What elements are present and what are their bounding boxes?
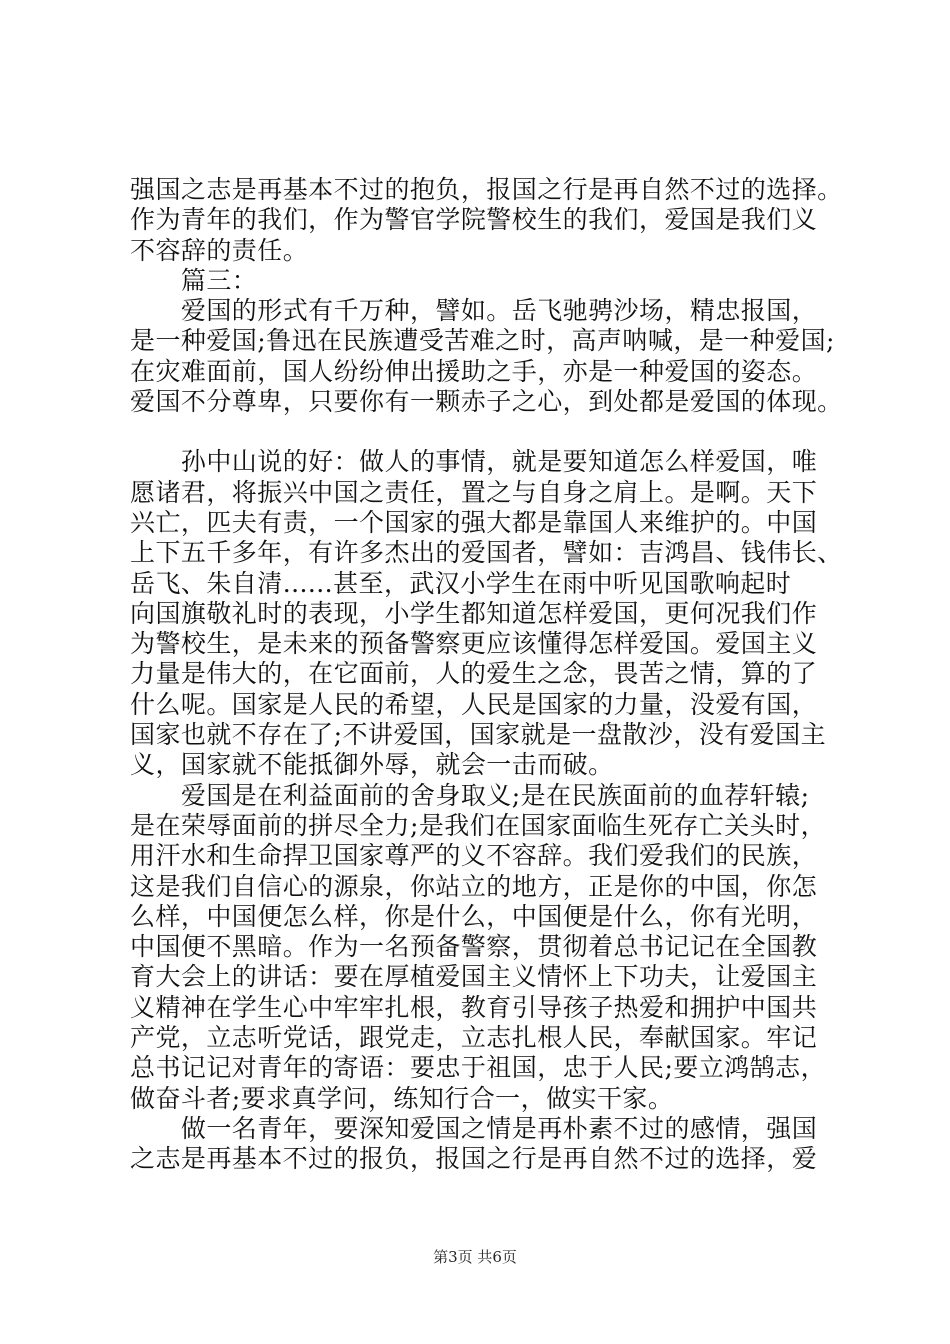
document-body — [130, 175, 843, 1175]
text-line: 这是我们自信心的源泉，你站立的地方，正是你的中国，你怎 — [130, 871, 818, 901]
text-line: 兴亡，匹夫有责，一个国家的强大都是靠国人来维护的。中国 — [130, 507, 818, 537]
text-line: 什么呢。国家是人民的希望，人民是国家的力量，没爱有国， — [130, 689, 818, 719]
text-line: 爱国是在利益面前的舍身取义;是在民族面前的血荐轩辕; — [130, 780, 810, 810]
text-line: 是一种爱国;鲁迅在民族遭受苦难之时，高声呐喊，是一种爱国; — [130, 326, 835, 356]
text-line: 育大会上的讲话：要在厚植爱国主义情怀上下功夫，让爱国主 — [130, 962, 818, 992]
text-line: 总书记记对青年的寄语：要忠于祖国，忠于人民;要立鸿鹄志， — [130, 1053, 827, 1083]
text-line: 作为青年的我们，作为警官学院警校生的我们，爱国是我们义 — [130, 205, 818, 235]
text-line: 上下五千多年，有许多杰出的爱国者，譬如：吉鸿昌、钱伟长、 — [130, 538, 843, 568]
text-line: 中国便不黑暗。作为一名预备警察，贯彻着总书记记在全国教 — [130, 932, 818, 962]
text-line: 义，国家就不能抵御外辱，就会一击而破。 — [130, 750, 614, 780]
text-line: 爱国不分尊卑，只要你有一颗赤子之心，到处都是爱国的体现。 — [130, 387, 843, 417]
page-number-footer: 第3页 共6页 — [433, 1248, 517, 1266]
text-line: 是在荣辱面前的拼尽全力;是我们在国家面临生死存亡关头时， — [130, 810, 827, 840]
text-line: 孙中山说的好：做人的事情，就是要知道怎么样爱国，唯 — [130, 447, 818, 477]
paragraph-gap — [130, 417, 830, 447]
text-line: 力量是伟大的，在它面前，人的爱生之念，畏苦之情，算的了 — [130, 659, 818, 689]
text-line: 为警校生，是未来的预备警察更应该懂得怎样爱国。爱国主义 — [130, 629, 818, 659]
text-line: 国家也就不存在了;不讲爱国，国家就是一盘散沙，没有爱国主 — [130, 720, 827, 750]
text-line: 在灾难面前，国人纷纷伸出援助之手，亦是一种爱国的姿态。 — [130, 356, 818, 386]
text-line: 产党，立志听党话，跟党走，立志扎根人民，奉献国家。牢记 — [130, 1023, 818, 1053]
text-line: 用汗水和生命捍卫国家尊严的义不容辞。我们爱我们的民族， — [130, 841, 818, 871]
text-line: 岳飞、朱自清......甚至，武汉小学生在雨中听见国歌响起时 — [130, 568, 792, 598]
text-line: 么样，中国便怎么样，你是什么，中国便是什么，你有光明， — [130, 901, 818, 931]
text-line: 向国旗敬礼时的表现，小学生都知道怎样爱国，更何况我们作 — [130, 598, 818, 628]
text-line: 强国之志是再基本不过的抱负，报国之行是再自然不过的选择。 — [130, 175, 843, 204]
text-line: 愿诸君，将振兴中国之责任，置之与自身之肩上。是啊。天下 — [130, 477, 818, 507]
text-line: 义精神在学生心中牢牢扎根，教育引导孩子热爱和拥护中国共 — [130, 992, 818, 1022]
text-line: 不容辞的责任。 — [130, 235, 309, 265]
text-line: 做一名青年，要深知爱国之情是再朴素不过的感情，强国 — [130, 1113, 818, 1143]
text-line: 做奋斗者;要求真学问，练知行合一，做实干家。 — [130, 1083, 674, 1113]
text-line: 爱国的形式有千万种，譬如。岳飞驰骋沙场，精忠报国， — [130, 296, 818, 326]
text-line: 之志是再基本不过的报负，报国之行是再自然不过的选择，爱 — [130, 1144, 818, 1174]
section-heading: 篇三： — [130, 265, 258, 295]
